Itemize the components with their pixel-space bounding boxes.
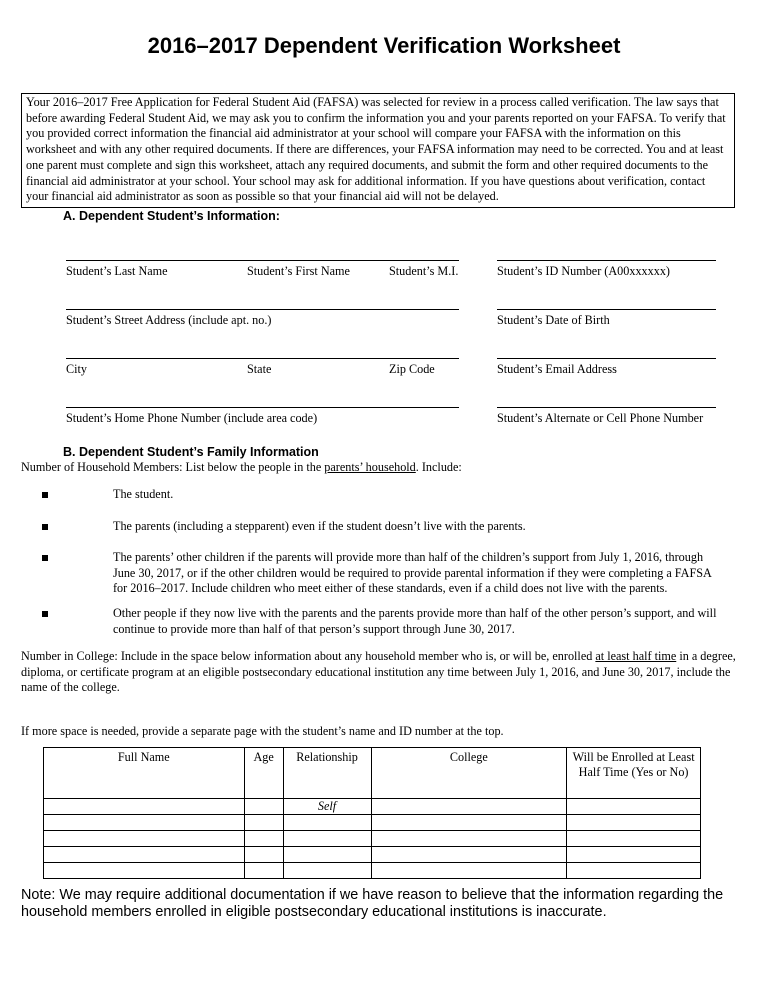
bullet-other-children: The parents’ other children if the parents will provide more than half of the children’s support from July 1, 2016, through June 30, 2017, or if the other children would be required to provide parental information if they were completing a FAFSA for 2016–2017. Include children who meet either of these standards, even if a child does not live with the parents. [113,550,712,596]
cell-relationship [283,799,371,815]
cell-full-name[interactable] [44,831,245,847]
cell-age[interactable] [244,815,283,831]
cell-age[interactable] [244,799,283,815]
cell-relationship[interactable] [283,863,371,879]
number-in-college: Number in College: Include in the space below information about any household member who is, or will be, enrolled at least half time in a degree, diploma, or certificate program at an eligible postsecondary educational institution any time between July 1, 2016, and June 30, 2017, include the name of the college. [21,649,736,695]
note-text: Note: We may require additional documentation if we have reason to believe that the information regarding the household members enrolled in eligible postsecondary educational institutions is inaccurate. [21,887,724,920]
section-a-heading: A. Dependent Student’s Information: [63,209,280,223]
cell-enrolled[interactable] [567,799,701,815]
bullet-parents: The parents (including a stepparent) even if the student doesn’t live with the parents. [113,519,526,533]
name-line[interactable] [66,260,459,261]
self-value: Self [317,799,337,813]
label-last-name: Student’s Last Name [66,264,168,278]
dob-line[interactable] [497,309,716,310]
table-row [44,815,701,831]
cell-age[interactable] [244,863,283,879]
alt-phone-line[interactable] [497,407,716,408]
label-alt-phone: Student’s Alternate or Cell Phone Number [497,411,704,425]
label-city: City [66,362,87,376]
more-space-note: If more space is needed, provide a separate page with the student’s name and ID number at the top. [21,724,504,738]
cell-relationship[interactable] [283,847,371,863]
header-enrolled: Will be Enrolled at Least Half Time (Yes or No) [567,748,701,799]
cell-full-name[interactable] [44,815,245,831]
cell-full-name[interactable] [44,799,245,815]
home-phone-line[interactable] [66,407,459,408]
header-age: Age [244,748,283,799]
cell-college[interactable] [371,863,567,879]
label-home-phone: Student’s Home Phone Number (include area code) [66,411,318,425]
cell-college[interactable] [371,847,567,863]
bullet-student: The student. [113,487,174,501]
cell-age[interactable] [244,831,283,847]
bullet-icon [42,555,48,561]
bullet-icon [42,611,48,617]
cell-enrolled[interactable] [567,815,701,831]
table-row [44,847,701,863]
label-state: State [247,362,272,376]
table-row [44,799,701,815]
cell-relationship[interactable] [283,815,371,831]
bullet-other-people: Other people if they now live with the parents and the parents provide more than half of the other person’s support, and will continue to provide more than half of that person’s support through June 30, 2017. [113,606,717,636]
email-line[interactable] [497,358,716,359]
header-college: College [371,748,567,799]
table-row [44,831,701,847]
bullet-icon [42,524,48,530]
bullet-icon [42,492,48,498]
cell-full-name[interactable] [44,847,245,863]
label-mi: Student’s M.I. [389,264,459,278]
section-b-heading: B. Dependent Student’s Family Information [63,445,319,459]
intro-box: Your 2016–2017 Free Application for Federal Student Aid (FAFSA) was selected for review in a process called verification. The law says that before awarding Federal Student Aid, we may ask you to confirm the information you and your parents reported on your FAFSA. To verify that you provided correct information the financial aid administrator at your school will compare your FAFSA with the information on this worksheet and with any other required documents. If there are differences, your FAFSA information may need to be corrected. You and at least one parent must complete and sign this worksheet, attach any required documents, and submit the form and other required documents to the financial aid administrator at your school. Your school may ask for additional information. If you have questions about verification, contact your financial aid administrator as soon as possible so that your financial aid will not be delayed. [21,93,735,208]
household-intro: Number of Household Members: List below the people in the parents’ household. Include: [21,460,462,474]
label-first-name: Student’s First Name [247,264,350,278]
page-title: 2016–2017 Dependent Verification Worksheet [147,33,621,58]
cell-college[interactable] [371,799,567,815]
cell-relationship[interactable] [283,831,371,847]
id-number-line[interactable] [497,260,716,261]
city-state-zip-line[interactable] [66,358,459,359]
cell-enrolled[interactable] [567,831,701,847]
cell-full-name[interactable] [44,863,245,879]
cell-college[interactable] [371,831,567,847]
household-table [43,747,701,879]
cell-enrolled[interactable] [567,863,701,879]
header-relationship: Relationship [283,748,371,799]
label-id-number: Student’s ID Number (A00xxxxxx) [497,264,670,278]
label-street: Student’s Street Address (include apt. no.) [66,313,272,327]
label-dob: Student’s Date of Birth [497,313,610,327]
header-full-name: Full Name [44,748,245,799]
label-email: Student’s Email Address [497,362,617,376]
table-row [44,863,701,879]
label-zip: Zip Code [389,362,435,376]
cell-college[interactable] [371,815,567,831]
street-address-line[interactable] [66,309,459,310]
cell-age[interactable] [244,847,283,863]
cell-enrolled[interactable] [567,847,701,863]
table-header-row [44,748,701,799]
